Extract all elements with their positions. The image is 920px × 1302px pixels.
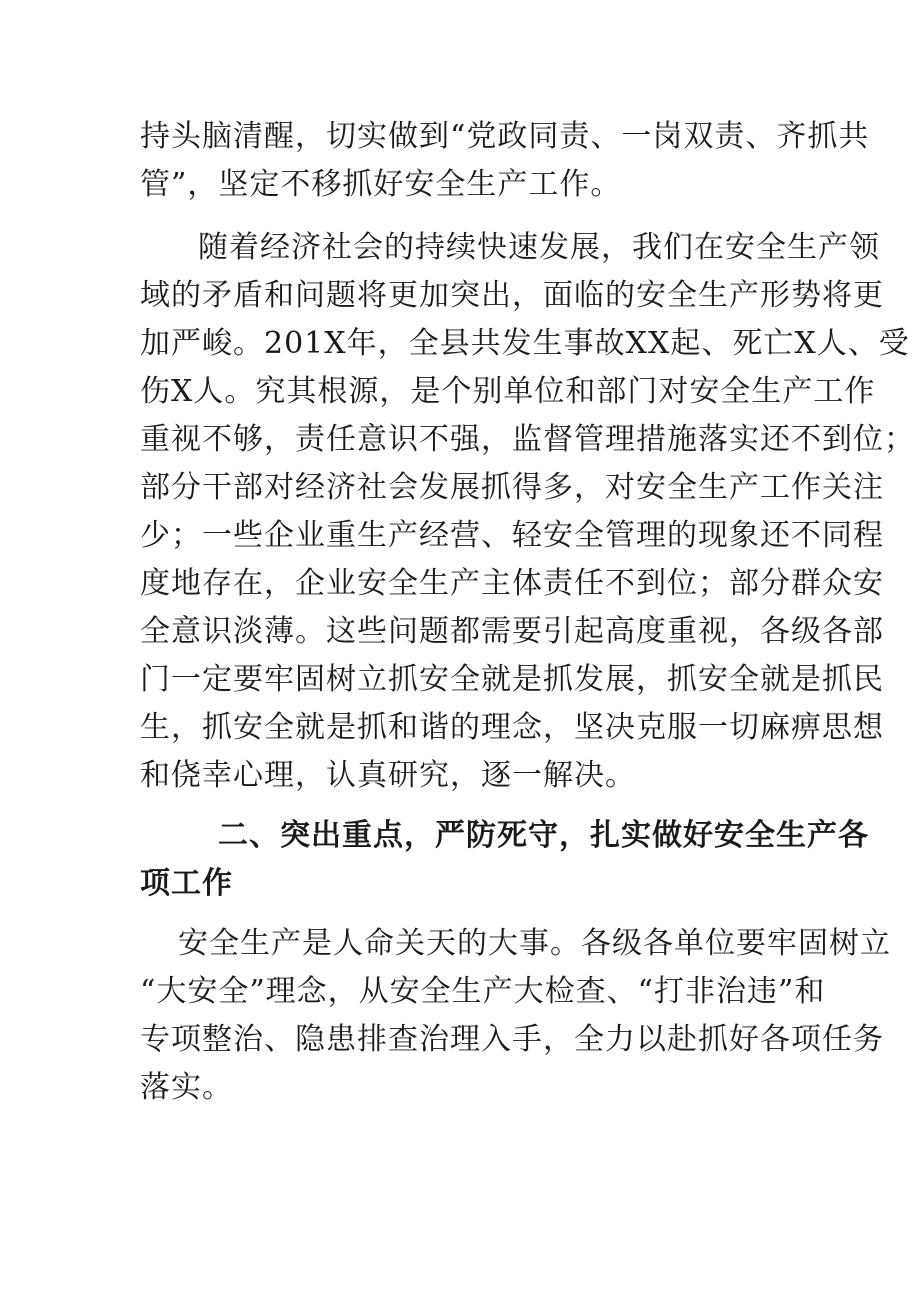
paragraph-line: 域的矛盾和问题将更加突出，面临的安全生产形势将更 [140, 278, 884, 313]
paragraph-line: 门一定要牢固树立抓安全就是抓发展，抓安全就是抓民 [140, 662, 884, 697]
paragraph-line: 度地存在，企业安全生产主体责任不到位；部分群众安 [140, 566, 884, 601]
section-heading-line: 项工作 [140, 866, 233, 901]
paragraph-line: 全意识淡薄。这些问题都需要引起高度重视，各级各部 [140, 614, 884, 649]
paragraph-line: 少；一些企业重生产经营、轻安全管理的现象还不同程 [140, 518, 884, 553]
paragraph-line: 落实。 [140, 1070, 233, 1105]
paragraph-line: 加严峻。201X年，全县共发生事故XX起、死亡X人、受 [140, 326, 910, 361]
paragraph-line: 伤X人。究其根源，是个别单位和部门对安全生产工作 [140, 374, 876, 409]
paragraph-line: 重视不够，责任意识不强，监督管理措施落实还不到位； [140, 422, 915, 457]
paragraph-line: 持头脑清醒，切实做到“党政同责、一岗双责、齐抓共 [140, 119, 870, 154]
paragraph-line: 专项整治、隐患排查治理入手，全力以赴抓好各项任务 [140, 1022, 884, 1057]
paragraph-line: 生，抓安全就是抓和谐的理念，坚决克服一切麻痹思想 [140, 710, 884, 745]
paragraph-line: 安全生产是人命关天的大事。各级各单位要牢固树立 [178, 926, 891, 961]
paragraph-line: 管”，坚定不移抓好安全生产工作。 [140, 167, 622, 202]
paragraph-line: 随着经济社会的持续快速发展，我们在安全生产领 [198, 230, 880, 265]
section-heading-line: 二、突出重点，严防死守，扎实做好安全生产各 [218, 818, 869, 853]
paragraph-line: 和侥幸心理，认真研究，逐一解决。 [140, 758, 636, 793]
paragraph-line: 部分干部对经济社会发展抓得多，对安全生产工作关注 [140, 470, 884, 505]
paragraph-line: “大安全”理念，从安全生产大检查、“打非治违”和 [140, 974, 826, 1009]
